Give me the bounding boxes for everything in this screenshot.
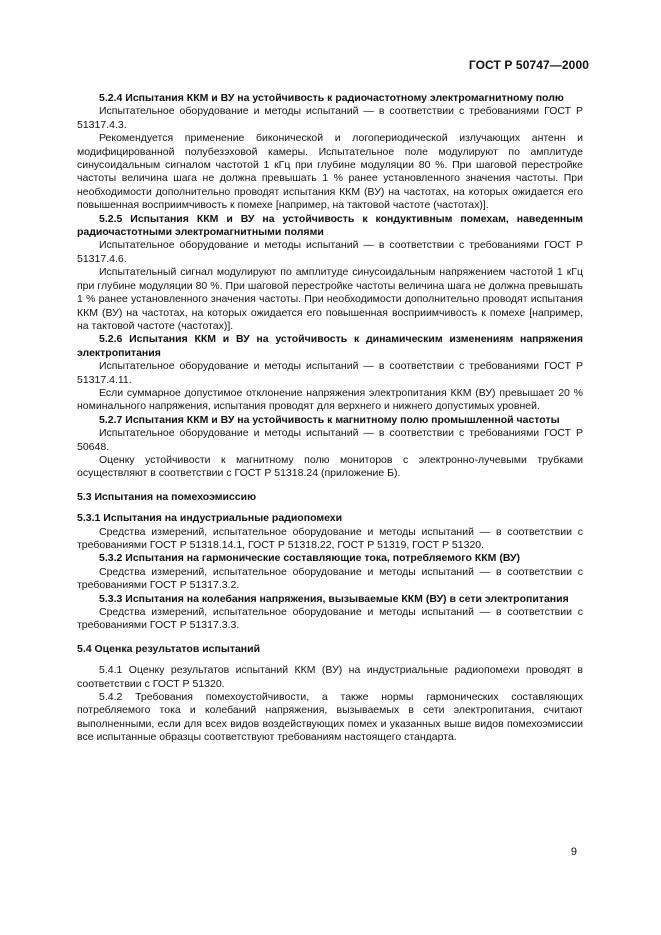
- section-5-2-6-para-1: Испытательное оборудование и методы испытаний — в соответствии с требованиями ГОСТ Р 51317.4.11.: [77, 360, 583, 386]
- section-5-2-6-para-2: Если суммарное допустимое отклонение напряжения электропитания ККМ (ВУ) превышает 20 % номинального напряжения, испытания проводят для верхнего и нижнего допустимых уровней.: [77, 386, 583, 413]
- section-5-3-3-para: Средства измерений, испытательное оборудование и методы испытаний — в соответствии с требованиями ГОСТ Р 51317.3.3.: [77, 606, 583, 632]
- section-5-3-3-title: 5.3.3 Испытания на колебания напряжения, вызываемые ККМ (ВУ) в сети электропитания: [99, 592, 569, 605]
- section-5-2-4-para-1: Испытательное оборудование и методы испытаний — в соответствии с требованиями ГОСТ Р 51317.4.3.: [77, 105, 583, 131]
- section-5-2-5-title: 5.2.5 Испытания ККМ и ВУ на устойчивость к кондуктивным помехам, наведенным радиочастотными электромагнитными полями: [77, 212, 583, 239]
- document-id: ГОСТ Р 50747—2000: [468, 58, 589, 72]
- section-5-3-1-title: 5.3.1 Испытания на индустриальные радиопомехи: [77, 512, 343, 525]
- section-5-2-4-title: 5.2.4 Испытания ККМ и ВУ на устойчивость к радиочастотному электромагнитному полю: [99, 92, 564, 104]
- section-5-3-2-para: Средства измерений, испытательное оборудование и методы испытаний — в соответствии с требованиями ГОСТ Р 51317.3.2.: [77, 565, 583, 592]
- section-5-2-4-para-2: Рекомендуется применение биконической и логопериодической излучающих антенн и модифицированной полубезэховой камеры. Испытательное поле модулируют по амплитуде синусоидальным сигналом частотой 1 кГц при глубине модуляции 80 %. При шаговой перестройке частоты величина шага не должна превышать 1 % ранее установленного значения частоты. При необходимости дополнительно проводят испытания ККМ (ВУ) на частотах, на которых ожидается его повышенная восприимчивость к помехе [например, на тактовой частоте (частотах)].: [77, 132, 583, 212]
- page-number: 9: [570, 846, 577, 858]
- section-5-2-7-para-1: Испытательное оборудование и методы испытаний — в соответствии с требованиями ГОСТ Р 50648.: [77, 427, 583, 453]
- section-5-2-5-para-1: Испытательное оборудование и методы испытаний — в соответствии с требованиями ГОСТ Р 51317.4.6.: [77, 239, 583, 265]
- section-5-2-7-title: 5.2.7 Испытания ККМ и ВУ на устойчивость к магнитному полю промышленной частоты: [99, 413, 560, 426]
- section-5-3-2-title: 5.3.2 Испытания на гармонические составляющие тока, потребляемого ККМ (ВУ): [99, 552, 521, 565]
- section-5-4-title: 5.4 Оценка результатов испытаний: [77, 642, 261, 655]
- section-5-4-1-para: 5.4.1 Оценку результатов испытаний ККМ (ВУ) на индустриальные радиопомехи проводят в соответствии с ГОСТ Р 51320.: [77, 664, 583, 690]
- section-5-3-1-para: Средства измерений, испытательное оборудование и методы испытаний — в соответствии с требованиями ГОСТ Р 51318.14.1, ГОСТ Р 51318.22, ГОСТ Р 51319, ГОСТ Р 51320.: [77, 525, 583, 551]
- section-5-2-6-title: 5.2.6 Испытания ККМ и ВУ на устойчивость к динамическим изменениям напряжения электропитания: [77, 333, 583, 359]
- section-5-2-5-para-2: Испытательный сигнал модулируют по амплитуде синусоидальным напряжением частотой 1 кГц при глубине модуляции 80 %. При шаговой перестройке частоты величина шага не должна превышать 1 % ранее установленного значения частоты. При необходимости дополнительно проводят испытания ККМ (ВУ) на частотах, на которых ожидается его повышенная восприимчивость к помехе [например, на тактовой частоте (частотах)].: [77, 266, 583, 332]
- section-5-2-7-para-2: Оценку устойчивости к магнитному полю мониторов с электронно-лучевыми трубками осуществляют в соответствии с ГОСТ Р 51318.24 (приложение Б).: [77, 453, 583, 480]
- document-body: [77, 92, 583, 745]
- section-5-4-2-para: 5.4.2 Требования помехоустойчивости, а также нормы гармонических составляющих потребляемого тока и колебаний напряжения, вызываемых в сети электропитания, считают выполненными, если для всех видов воздействующих помех и указанных выше видов помехоэмиссии все испытанные образцы соответствуют требованиям настоящего стандарта.: [77, 691, 583, 744]
- section-5-3-title: 5.3 Испытания на помехоэмиссию: [77, 490, 257, 503]
